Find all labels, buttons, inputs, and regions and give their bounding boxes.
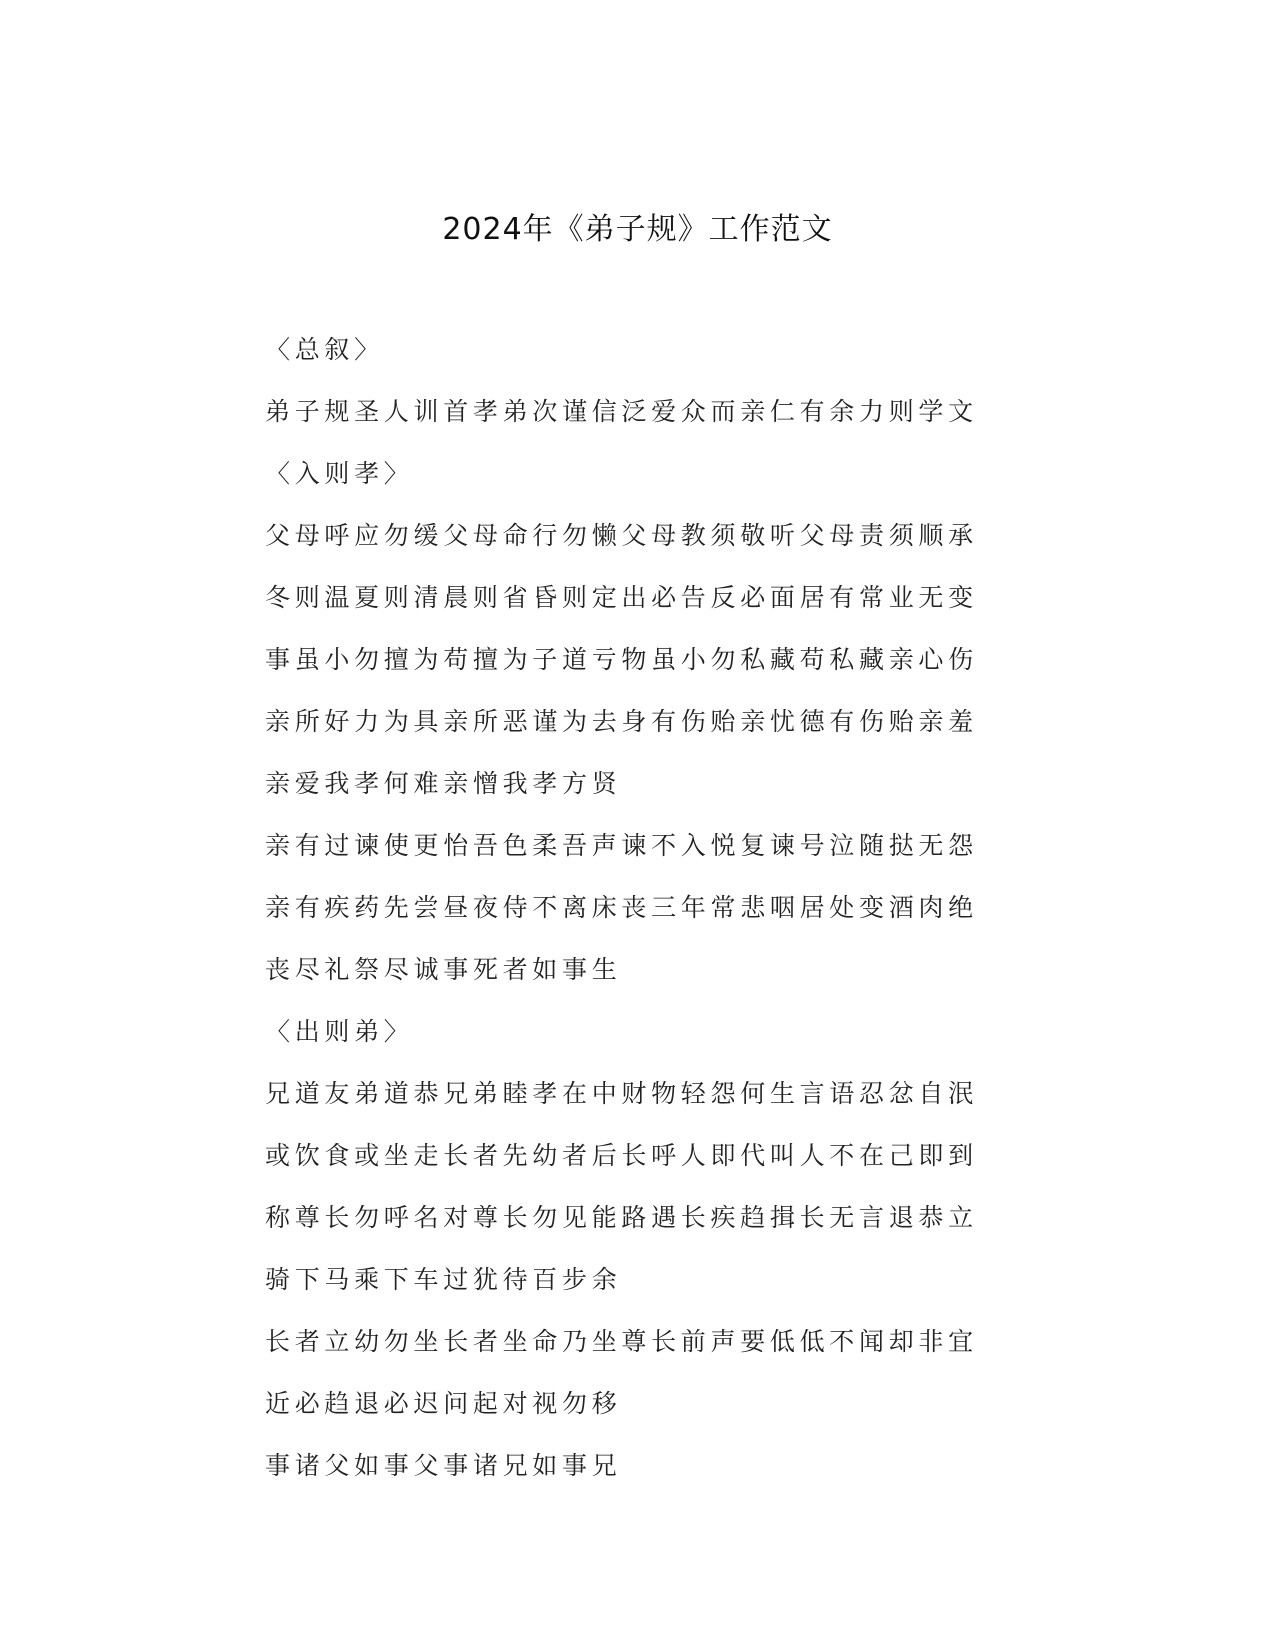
section-heading: 〈入则孝〉 [265,459,414,488]
text-line: 亲爱我孝何难亲憎我孝方贤 [265,769,622,798]
document-body [265,330,985,1508]
text-line: 长者立幼勿坐长者坐命乃坐尊长前声要低低不闻却非宜 [265,1327,978,1356]
text-line: 或饮食或坐走长者先幼者后长呼人即代叫人不在己即到 [265,1141,978,1170]
section-heading: 〈总叙〉 [265,335,384,364]
document-title: 2024年《弟子规》工作范文 [442,212,833,247]
text-line: 丧尽礼祭尽诚事死者如事生 [265,955,622,984]
text-line: 骑下马乘下车过犹待百步余 [265,1265,622,1294]
text-line: 亲所好力为具亲所恶谨为去身有伤贻亲忧德有伤贻亲羞 [265,707,978,736]
text-line: 亲有疾药先尝昼夜侍不离床丧三年常悲咽居处变酒肉绝 [265,893,978,922]
text-line: 弟子规圣人训首孝弟次谨信泛爱众而亲仁有余力则学文 [265,397,978,426]
text-line: 亲有过谏使更怡吾色柔吾声谏不入悦复谏号泣随挞无怨 [265,831,978,860]
text-line: 事虽小勿擅为苟擅为子道亏物虽小勿私藏苟私藏亲心伤 [265,645,978,674]
text-line: 兄道友弟道恭兄弟睦孝在中财物轻怨何生言语忍忿自泯 [265,1079,978,1108]
text-line: 冬则温夏则清晨则省昏则定出必告反必面居有常业无变 [265,583,978,612]
text-line: 称尊长勿呼名对尊长勿见能路遇长疾趋揖长无言退恭立 [265,1203,978,1232]
text-line: 事诸父如事父事诸兄如事兄 [265,1451,622,1480]
section-heading: 〈出则弟〉 [265,1017,414,1046]
text-line: 父母呼应勿缓父母命行勿懒父母教须敬听父母责须顺承 [265,521,978,550]
text-line: 近必趋退必迟问起对视勿移 [265,1389,622,1418]
